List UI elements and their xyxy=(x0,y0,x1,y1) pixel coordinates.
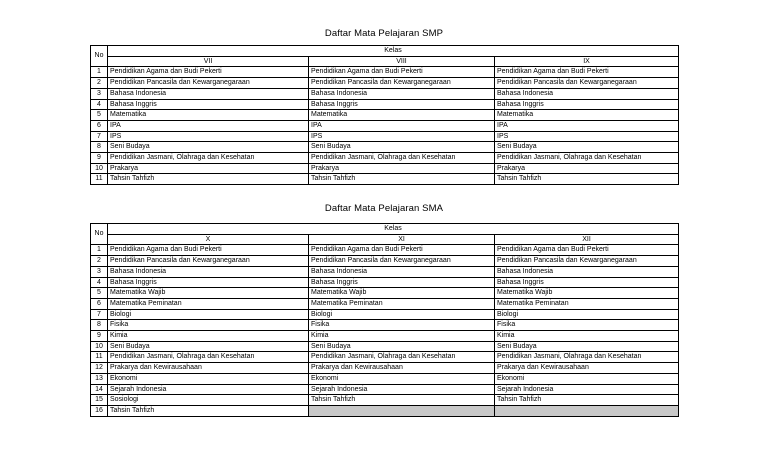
table-row xyxy=(91,395,679,406)
table-row xyxy=(91,78,679,89)
table-row xyxy=(91,331,679,342)
table-row xyxy=(91,153,679,164)
subject-cell: Seni Budaya xyxy=(108,142,309,153)
row-number: 12 xyxy=(91,363,108,374)
table-row xyxy=(91,363,679,374)
subject-cell: Matematika Peminatan xyxy=(495,298,679,309)
subject-cell: Kimia xyxy=(495,331,679,342)
row-number: 6 xyxy=(91,120,108,131)
subject-cell: Biologi xyxy=(309,309,495,320)
subject-cell: Pendidikan Pancasila dan Kewarganegaraan xyxy=(495,256,679,267)
smp-no-header: No xyxy=(91,46,108,67)
subject-cell xyxy=(495,405,679,416)
row-number: 15 xyxy=(91,395,108,406)
subject-cell: Fisika xyxy=(309,320,495,331)
subject-cell: Sejarah Indonesia xyxy=(495,384,679,395)
smp-grade-row xyxy=(91,56,679,67)
subject-cell: Biologi xyxy=(495,309,679,320)
subject-cell: Ekonomi xyxy=(495,373,679,384)
subject-cell: Bahasa Indonesia xyxy=(108,88,309,99)
subject-cell: Pendidikan Pancasila dan Kewarganegaraan xyxy=(309,78,495,89)
subject-cell: Bahasa Indonesia xyxy=(108,266,309,277)
subject-cell: Kimia xyxy=(309,331,495,342)
subject-cell: Pendidikan Agama dan Budi Pekerti xyxy=(495,245,679,256)
table-row xyxy=(91,163,679,174)
table-row xyxy=(91,277,679,288)
table-row xyxy=(91,245,679,256)
row-number: 9 xyxy=(91,153,108,164)
table-row xyxy=(91,288,679,299)
subject-cell: IPA xyxy=(495,120,679,131)
subject-cell: Prakarya xyxy=(309,163,495,174)
table-row xyxy=(91,352,679,363)
subject-cell: Pendidikan Jasmani, Olahraga dan Kesehatan xyxy=(309,153,495,164)
subject-cell: Seni Budaya xyxy=(309,142,495,153)
subject-cell: Bahasa Indonesia xyxy=(309,266,495,277)
row-number: 1 xyxy=(91,245,108,256)
subject-cell: Prakarya xyxy=(495,163,679,174)
table-row xyxy=(91,405,679,416)
subject-cell: Pendidikan Jasmani, Olahraga dan Kesehatan xyxy=(108,352,309,363)
row-number: 8 xyxy=(91,142,108,153)
row-number: 2 xyxy=(91,78,108,89)
table-row xyxy=(91,110,679,121)
subject-cell: Bahasa Inggris xyxy=(309,99,495,110)
subject-cell xyxy=(309,405,495,416)
row-number: 6 xyxy=(91,298,108,309)
subject-cell: Tahsin Tahfizh xyxy=(309,395,495,406)
table-row xyxy=(91,373,679,384)
subject-cell: Seni Budaya xyxy=(495,341,679,352)
row-number: 7 xyxy=(91,309,108,320)
subject-cell: Bahasa Inggris xyxy=(108,277,309,288)
smp-grade-header: VII xyxy=(108,56,309,67)
table-row xyxy=(91,174,679,185)
row-number: 14 xyxy=(91,384,108,395)
subject-cell: Sejarah Indonesia xyxy=(108,384,309,395)
table-row xyxy=(91,256,679,267)
subject-cell: Pendidikan Agama dan Budi Pekerti xyxy=(309,245,495,256)
subject-cell: Prakarya xyxy=(108,163,309,174)
sma-grade-header: XII xyxy=(495,234,679,245)
table-row xyxy=(91,120,679,131)
subject-cell: Tahsin Tahfizh xyxy=(495,174,679,185)
smp-grade-header: VIII xyxy=(309,56,495,67)
subject-cell: Tahsin Tahfizh xyxy=(108,405,309,416)
row-number: 1 xyxy=(91,67,108,78)
subject-cell: Bahasa Indonesia xyxy=(495,88,679,99)
subject-cell: Pendidikan Pancasila dan Kewarganegaraan xyxy=(108,78,309,89)
subject-cell: Matematika xyxy=(495,110,679,121)
table-row xyxy=(91,320,679,331)
subject-cell: Matematika xyxy=(309,110,495,121)
table-row xyxy=(91,142,679,153)
subject-cell: IPA xyxy=(309,120,495,131)
subject-cell: Tahsin Tahfizh xyxy=(309,174,495,185)
row-number: 10 xyxy=(91,341,108,352)
subject-cell: Pendidikan Agama dan Budi Pekerti xyxy=(108,67,309,78)
table-row xyxy=(91,341,679,352)
row-number: 4 xyxy=(91,277,108,288)
row-number: 13 xyxy=(91,373,108,384)
row-number: 5 xyxy=(91,288,108,299)
subject-cell: Seni Budaya xyxy=(108,341,309,352)
row-number: 16 xyxy=(91,405,108,416)
table-row xyxy=(91,309,679,320)
subject-cell: Tahsin Tahfizh xyxy=(495,395,679,406)
subject-cell: Bahasa Indonesia xyxy=(309,88,495,99)
subject-cell: Pendidikan Agama dan Budi Pekerti xyxy=(309,67,495,78)
row-number: 3 xyxy=(91,266,108,277)
sma-no-header: No xyxy=(91,224,108,245)
smp-header-row xyxy=(91,46,679,57)
subject-cell: Seni Budaya xyxy=(309,341,495,352)
row-number: 4 xyxy=(91,99,108,110)
sma-title: Daftar Mata Pelajaran SMA xyxy=(324,203,444,214)
row-number: 3 xyxy=(91,88,108,99)
subject-cell: Biologi xyxy=(108,309,309,320)
subject-cell: Fisika xyxy=(108,320,309,331)
subject-cell: IPA xyxy=(108,120,309,131)
table-row xyxy=(91,298,679,309)
subject-cell: Pendidikan Jasmani, Olahraga dan Kesehatan xyxy=(309,352,495,363)
subject-cell: Fisika xyxy=(495,320,679,331)
subject-cell: Pendidikan Jasmani, Olahraga dan Kesehatan xyxy=(108,153,309,164)
subject-cell: Sejarah Indonesia xyxy=(309,384,495,395)
subject-cell: Matematika Wajib xyxy=(309,288,495,299)
sma-grade-row xyxy=(91,234,679,245)
sma-subject-table xyxy=(90,223,679,417)
subject-cell: IPS xyxy=(495,131,679,142)
table-row xyxy=(91,384,679,395)
subject-cell: Pendidikan Pancasila dan Kewarganegaraan xyxy=(309,256,495,267)
subject-cell: Pendidikan Jasmani, Olahraga dan Kesehatan xyxy=(495,352,679,363)
row-number: 2 xyxy=(91,256,108,267)
table-row xyxy=(91,266,679,277)
sma-grade-header: X xyxy=(108,234,309,245)
subject-cell: Bahasa Indonesia xyxy=(495,266,679,277)
row-number: 5 xyxy=(91,110,108,121)
subject-cell: Matematika Wajib xyxy=(108,288,309,299)
subject-cell: IPS xyxy=(108,131,309,142)
subject-cell: Prakarya dan Kewirausahaan xyxy=(309,363,495,374)
row-number: 8 xyxy=(91,320,108,331)
subject-cell: Kimia xyxy=(108,331,309,342)
table-row xyxy=(91,131,679,142)
subject-cell: Pendidikan Pancasila dan Kewarganegaraan xyxy=(495,78,679,89)
subject-cell: Pendidikan Agama dan Budi Pekerti xyxy=(495,67,679,78)
subject-cell: Ekonomi xyxy=(309,373,495,384)
subject-cell: Ekonomi xyxy=(108,373,309,384)
row-number: 11 xyxy=(91,352,108,363)
row-number: 9 xyxy=(91,331,108,342)
table-row xyxy=(91,67,679,78)
table-row xyxy=(91,88,679,99)
table-row xyxy=(91,99,679,110)
subject-cell: Sosiologi xyxy=(108,395,309,406)
subject-cell: Pendidikan Pancasila dan Kewarganegaraan xyxy=(108,256,309,267)
subject-cell: Bahasa Inggris xyxy=(309,277,495,288)
subject-cell: Matematika xyxy=(108,110,309,121)
subject-cell: Seni Budaya xyxy=(495,142,679,153)
subject-cell: Pendidikan Jasmani, Olahraga dan Kesehatan xyxy=(495,153,679,164)
smp-kelas-header: Kelas xyxy=(108,46,679,57)
subject-cell: Tahsin Tahfizh xyxy=(108,174,309,185)
subject-cell: Bahasa Inggris xyxy=(108,99,309,110)
row-number: 10 xyxy=(91,163,108,174)
sma-grade-header: XI xyxy=(309,234,495,245)
smp-subject-table xyxy=(90,45,679,185)
subject-cell: Bahasa Inggris xyxy=(495,277,679,288)
subject-cell: Matematika Wajib xyxy=(495,288,679,299)
sma-header-row xyxy=(91,224,679,235)
subject-cell: Prakarya dan Kewirausahaan xyxy=(495,363,679,374)
subject-cell: Matematika Peminatan xyxy=(309,298,495,309)
subject-cell: Bahasa Inggris xyxy=(495,99,679,110)
smp-title: Daftar Mata Pelajaran SMP xyxy=(324,28,444,39)
row-number: 11 xyxy=(91,174,108,185)
subject-cell: Matematika Peminatan xyxy=(108,298,309,309)
sma-kelas-header: Kelas xyxy=(108,224,679,235)
subject-cell: Prakarya dan Kewirausahaan xyxy=(108,363,309,374)
smp-grade-header: IX xyxy=(495,56,679,67)
subject-cell: IPS xyxy=(309,131,495,142)
subject-cell: Pendidikan Agama dan Budi Pekerti xyxy=(108,245,309,256)
row-number: 7 xyxy=(91,131,108,142)
